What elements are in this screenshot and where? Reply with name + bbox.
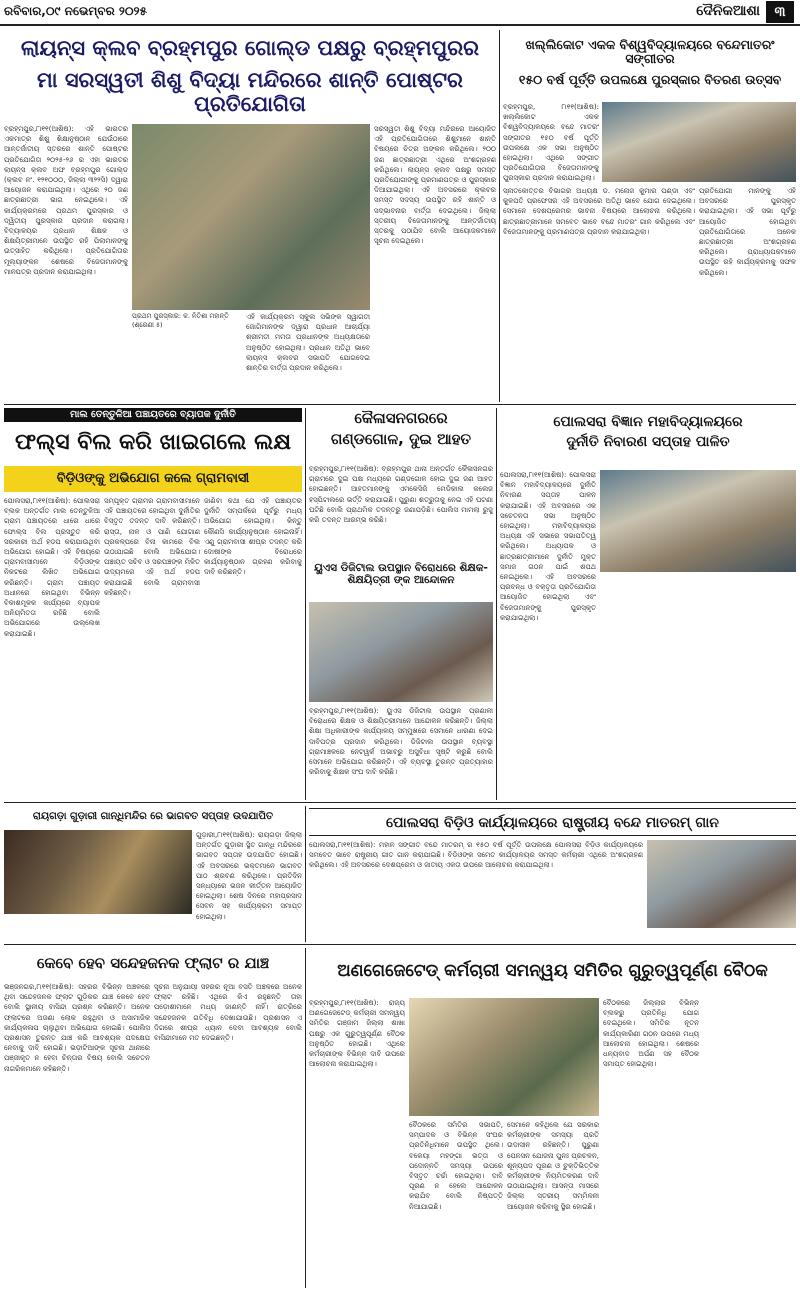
rayagada-photo bbox=[4, 830, 192, 914]
header-date: ରବିବାର,୦୯ ନଭେମ୍ବର ୨୦୨୫ bbox=[4, 4, 147, 18]
column-divider bbox=[499, 30, 500, 402]
suspicious-flat-headline: କେବେ ହେବ ସନ୍ଦେହଜନକ ଫ୍ଲାଟ ର ଯାଞ୍ଚ bbox=[36, 954, 270, 972]
polsara-bdo-body: ପୋଲସରା,୮ା୧୧(ଆଶିଷ): ମହାନ ସଙ୍ଗୀତ ବନ୍ଦେ ମାତରମ୍ ର ୧୫୦ ବର୍ଷ ପୂର୍ତ୍ତି ଉପଲକ୍ଷେ ପୋଲସରା ବିଡ଼ିଓ କାର୍ଯ୍ୟାଳୟରେ ସମବେତ ଭାବେ ରାଷ୍ଟ୍ରୀୟ ଗୀତ ଗାନ କରାଯାଇଛି। ବିଡ଼ିଓଙ୍କ ସମେତ କାର୍ଯ୍ୟାଳୟର ସମସ୍ତ କର୍ମଚାରୀ ଏଥିରେ ଅଂଶଗ୍ରହଣ କରିଥିଲେ। ଏହି ଅବସରରେ ଦେଶପ୍ରେମ ଓ ଜାତୀୟ ଏକତା ଉପରେ ଆଲୋଚନା କରାଯାଇଥିଲା। bbox=[309, 841, 643, 870]
band-mala: ମାଲ ତେନ୍ତୁଳିଆ ପଞ୍ଚାୟତରେ ବ୍ୟାପକ ଦୁର୍ନୀତି bbox=[4, 408, 302, 422]
polsara-college-body: ପୋଲସରା,୮ା୧୧(ଆଶିଷ): ପୋଲସରା ବିଜ୍ଞାନ ମହାବିଦ୍ୟାଳୟରେ ଦୁର୍ନୀତି ନିବାରଣ ସପ୍ତାହ ପାଳନ କରାଯାଇଛି। ଏହି ଅବସରରେ ଏକ ସଚେତନତା ସଭା ଅନୁଷ୍ଠିତ ହୋଇଥିଲା। ମହାବିଦ୍ୟାଳୟର ଅଧ୍ୟକ୍ଷ ଏହି ସଭାରେ ସଭାପତିତ୍ୱ କରିଥିଲେ। ଅଧ୍ୟାପକ ଓ ଛାତ୍ରଛାତ୍ରୀମାନେ ଦୁର୍ନୀତି ମୁକ୍ତ ସମାଜ ଗଠନ ପାଇଁ ଶପଥ ନେଇଥିଲେ। ଏହି ଅବସରରେ ପ୍ରବନ୍ଧ ଓ ବକ୍ତୃତା ପ୍ରତିଯୋଗିତା ଆୟୋଜିତ ହୋଇଥିଲା ଏବଂ ବିଜେତାମାନଙ୍କୁ ପୁରସ୍କୃତ କରାଯାଇଥିଲା। bbox=[500, 471, 596, 622]
story-lions-headline bbox=[4, 30, 496, 122]
lions-photo bbox=[132, 124, 370, 310]
rayagada-body-cont bbox=[4, 916, 192, 942]
column-divider bbox=[305, 408, 306, 800]
story-kailash-headline bbox=[309, 408, 493, 460]
ungazetted-body-col1: ବ୍ରହ୍ମପୁର,୮ା୧୧(ଆଶିଷ): ରାଜ୍ୟ ଅଣଗେଜେଟେଡ୍ କର୍ମଚାରୀ ସମନ୍ୱୟ ସମିତିର ଗଞ୍ଜାମ ଜିଲ୍ଲା ଶାଖା ପକ୍ଷରୁ ଏକ ଗୁରୁତ୍ୱପୂର୍ଣ୍ଣ ବୈଠକ ଅନୁଷ୍ଠିତ ହୋଇଛି। ଏଥିରେ କର୍ମଚାରୀଙ୍କ ବିଭିନ୍ନ ଦାବି ଉପରେ ଆଲୋଚନା କରାଯାଇଥିଲା। bbox=[309, 999, 405, 1069]
column-divider bbox=[305, 806, 306, 942]
section-divider bbox=[4, 944, 796, 945]
khallikot-body-intro: ବ୍ରହ୍ମପୁର, ୮ା୧୧(ଆଶିଷ): ଖଲ୍ଲିକୋଟ ଏକକ ବିଶ୍ୱବିଦ୍ୟାଳୟରେ ବନ୍ଦେ ମାତରଂ ସଙ୍ଗୀତର ୧୫୦ ବର୍ଷ ପୂର୍ତ୍ତି ଉପଲକ୍ଷେ ଏକ ସଭା ଅନୁଷ୍ଠିତ ହୋଇଥିଲା। ଏଥିରେ ସଙ୍ଗୀତ ପ୍ରତିଯୋଗିତାର ବିଜେତାମାନଙ୍କୁ ପୁରସ୍କାର ପ୍ରଦାନ କରାଯାଇଥିଲା। bbox=[503, 103, 599, 183]
polsara-bdo-headline: ପୋଲସରା ବିଡ଼ିଓ କାର୍ଯ୍ୟାଳୟରେ ରାଷ୍ଟ୍ରୀୟ ବନ୍ଦେ ମାତରମ୍ ଗାନ bbox=[309, 808, 796, 836]
suspicious-flat-body: ଭଞ୍ଜନଗର,୮ା୧୧(ଆଶିଷ): ସହରର ବିଭିନ୍ନ ଅଞ୍ଚଳରେ ଥିବା ସନ୍ଦେହଜନକ ଫ୍ଲାଟ ଗୁଡ଼ିକର ଯାଞ୍ଚ କେବେ ହେବ ବୋଲି ସ୍ଥାନୀୟ ବାସିନ୍ଦା ପ୍ରଶ୍ନ କରିଛନ୍ତି। ଅନେକ ଫ୍ଲାଟରେ ଅଜଣା ଲୋକ ରହୁଥିବା ଓ ଅସାମାଜିକ କାର୍ଯ୍ୟକଳାପ ଚାଲୁଥିବା ଅଭିଯୋଗ ହୋଇଛି। ପୋଲିସ ପ୍ରଶାସନ ତୁରନ୍ତ ଯାଞ୍ଚ କରି ଆବଶ୍ୟକ ପଦକ୍ଷେପ ନେବାକୁ ଦାବି ହୋଇଛି। ଭଡ଼ାଟିଆଙ୍କ ସୂଚନା ଥାନାରେ ପଞ୍ଜୀକୃତ ନ ହେବା ଚିନ୍ତାର ବିଷୟ ବୋଲି ସଚେତନ ନାଗରିକମାନେ କହିଛନ୍ତି। bbox=[4, 983, 150, 1073]
lions-body-col1: ବ୍ରହ୍ମପୁର,୮ା୧୧(ଆଶିଷ): ଏହି ଭାରତର ଏକମାତ୍ର ଶିଶୁ ଶିକ୍ଷାନୁଷ୍ଠାନ ଯେଉଁଠାରେ ଆନ୍ତର୍ଜାତୀୟ ସ୍ତରରେ ଶାନ୍ତି ପୋଷ୍ଟର ପ୍ରତିଯୋଗିତା ୨୦୨୫-୨୬ ର ଏହା ଭାରତର ଲାୟନ୍ସ କ୍ଲବ ଅଫ ବ୍ରହ୍ମପୁର ଗୋଲ୍ଡ (କ୍ଲବ ନଂ. ୧୨୧୦୦୦, ଜିଲ୍ଲା ୩୨୨ସି) ଦ୍ୱାରା ଆୟୋଜନ କରାଯାଇଥିଲା। ଏଥିରେ ୨୦ ଜଣ ଛାତ୍ରଛାତ୍ରୀ ଭାଗ ନେଇଥିଲେ। ଏହି କାର୍ଯ୍ୟକ୍ରମରେ ପ୍ରଥମ ପୁରସ୍କାର ଓ ଦ୍ୱିତୀୟ ପୁରସ୍କାର ପ୍ରଦାନ କରାଗଲା। ବିଦ୍ୟାଳୟର ପ୍ରଧାନ ଶିକ୍ଷକ ଓ ଶିକ୍ଷୟିତ୍ରୀମାନେ ଉପସ୍ଥିତ ରହି ପିଲାମାନଙ୍କୁ ଉତ୍ସାହିତ କରିଥିଲେ। ପ୍ରତିଯୋଗିତାର ମୂଲ୍ୟାଙ୍କନ ଶେଷରେ ବିଜେତାମାନଙ୍କୁ ମାନପତ୍ର ପ୍ରଦାନ କରାଯାଇଥିଲା। bbox=[4, 125, 128, 276]
ups-headline: ୟୁଏସ ଡିଜିଟାଲ ଉପସ୍ଥାନ ବିରୋଧରେ ଶିକ୍ଷକ-ଶିକ୍ଷୟିତ୍ରୀ ଙ୍କ ଆନ୍ଦୋଳନ bbox=[314, 562, 488, 587]
fake-bill-body-col2: ସମ୍ପୃକ୍ତ ଗ୍ରାମର ଗ୍ରାମବାସୀମାନେ ଏହି ପଞ୍ଚାୟତରେ ହୋଇଥିବା ଦୁର୍ନୀତିର ବିସ୍ତୃତ ତଦନ୍ତ ଦାବି କରିଛନ୍ତି। ରାସ୍ତା, ନାଳ ଓ ପାଣି ଯୋଗାଣ ପ୍ରକଳ୍ପରେ ବିନା କାମରେ ବିଲ ଉଠାଯାଇଛି ବୋଲି ଅଭିଯୋଗ। ପଞ୍ଚାୟତ ସଚିବ ଓ ସରପଞ୍ଚଙ୍କ ମିଳିତ ଉଦ୍ୟମରେ ଏହି ଅର୍ଥ ହଡପ କରାଯାଇଛି ବୋଲି ଗ୍ରାମବାସୀ କହିଛନ୍ତି। bbox=[104, 497, 200, 597]
lions-headline-line1: ଲାୟନ୍ସ କ୍ଲବ ବ୍ରହ୍ମପୁର ଗୋଲ୍ଡ ପକ୍ଷରୁ ବ୍ରହ୍ମପୁରର bbox=[20, 36, 480, 60]
lions-body-col2b bbox=[132, 336, 242, 402]
ups-photo bbox=[309, 602, 493, 702]
khallikot-headline-line2: ୧୫୦ ବର୍ଷ ପୂର୍ତ୍ତି ଉପଲକ୍ଷେ ପୁରସ୍କାର ବିତରଣ ଉତ୍ସବ bbox=[518, 71, 782, 87]
kailash-headline-line1: କୈଳାସନଗରରେ bbox=[354, 409, 448, 427]
story-polsara-college-headline bbox=[500, 408, 796, 468]
polsara-college-headline-line2: ଦୁର୍ନୀତି ନିବାରଣ ସପ୍ତାହ ପାଳିତ bbox=[566, 434, 730, 451]
khallikot-body-col2: ପ୍ରତିଯୋଗୀ ମାନଙ୍କୁ ଏହି ଅବସରରେ ପୁରସ୍କୃତ କରାଯାଇଥିଲା। ଏହି ସଭା ପୂର୍ବରୁ ଆୟୋଜିତ ହୋଇଥିବା ପ୍ରତିଯୋଗିତାରେ ଅନେକ ଛାତ୍ରଛାତ୍ରୀ ଅଂଶଗ୍ରହଣ କରିଥିଲେ। ପ୍ରାଧ୍ୟାପକମାନେ ଉପସ୍ଥିତ ରହି କାର୍ଯ୍ୟକ୍ରମକୁ ସଫଳ କରିଥିଲେ। bbox=[699, 187, 796, 277]
lions-headline-line2: ମା ସରସ୍ୱତୀ ଶିଶୁ ବିଦ୍ୟା ମନ୍ଦିରରେ ଶାନ୍ତି ପୋଷ୍ଟର ପ୍ରତିଯୋଗିତା bbox=[37, 68, 463, 117]
rayagada-body: ଗୁଡ଼ାରୀ,୮ା୧୧(ଆଶିଷ): ରାୟଗଡ଼ା ଜିଲ୍ଲା ଅନ୍ତର୍ଗତ ଗୁଡ଼ାରୀ ସ୍ଥିତ ଗାନ୍ଧି ମନ୍ଦିରରେ ଭାଗବତ ସପ୍ତାହ ଉଦଯାପିତ ହୋଇଛି। ଏହି ଅବସରରେ ଭକ୍ତମାନେ ଭାଗବତ ପାଠ ଶ୍ରବଣ କରିଥିଲେ। ପ୍ରତିଦିନ ସନ୍ଧ୍ୟାରେ ଭଜନ କୀର୍ତ୍ତନ ଆୟୋଜିତ ହୋଇଥିଲା। ଶେଷ ଦିନରେ ମହାପ୍ରସାଦ ସେବନ ସହ କାର୍ଯ୍ୟକ୍ରମ ସମାପ୍ତ ହୋଇଥିଲା। bbox=[196, 831, 302, 921]
polsara-college-body-col2 bbox=[600, 576, 796, 800]
lions-body-col3: ସରସ୍ୱତୀ ଶିଶୁ ବିଦ୍ୟା ମନ୍ଦିରରେ ଆୟୋଜିତ ଏହି ପ୍ରତିଯୋଗିତାରେ ଶିଶୁମାନେ ଶାନ୍ତି ବିଷୟରେ ଚିତ୍ର ଅଙ୍କନ କରିଥିଲେ। ୨୦୦ ଜଣ ଛାତ୍ରଛାତ୍ରୀ ଏଥିରେ ଅଂଶଗ୍ରହଣ କରିଥିଲେ। ଲାୟନ୍ସ କ୍ଲବ ପକ୍ଷରୁ ସମସ୍ତ ପ୍ରତିଯୋଗୀଙ୍କୁ ପ୍ରମାଣପତ୍ର ଓ ପୁରସ୍କାର ଦିଆଯାଇଥିଲା। ଏହି ଅବସରରେ କ୍ଲବର ସମସ୍ତ ସଦସ୍ୟ ଉପସ୍ଥିତ ରହି ଶାନ୍ତି ଓ ସଦ୍ଭାବନାର ବାର୍ତ୍ତା ଦେଇଥିଲେ। ଜିଲ୍ଲା ସ୍ତରୀୟ ବିଜେତାମାନଙ୍କୁ ଆନ୍ତର୍ଜାତୀୟ ସ୍ତରକୁ ପଠାଯିବ ବୋଲି ଆୟୋଜକମାନେ ସୂଚନା ଦେଇଥିଲେ। bbox=[374, 125, 496, 246]
column-divider bbox=[496, 408, 497, 800]
section-divider bbox=[4, 802, 796, 803]
polsara-college-photo bbox=[600, 470, 796, 572]
ungazetted-body-col3: ସେମାନେ କହିଥିଲେ ଯେ ସରକାର କର୍ମଚାରୀଙ୍କ ସମସ୍ୟା ପ୍ରତି ଉଦାସୀନ ରହିଛନ୍ତି। ପୁରୁଣା ପେନସନ ଯୋଜନା ପୁନଃ ପ୍ରଚଳନ, ଶୂନ୍ୟପଦ ପୂରଣ ଓ ଚୁକ୍ତିଭିତ୍ତିକ କର୍ମଚାରୀଙ୍କ ନିୟମିତକରଣ ଦାବି ଉଠାଯାଇଥିଲା। ଆସନ୍ତା ମାସରେ ଜିଲ୍ଲା ସ୍ତରୀୟ ସମ୍ମିଳନୀ ଆୟୋଜନ କରିବାକୁ ସ୍ଥିର ହୋଇଛି। bbox=[507, 1121, 599, 1211]
page-number: ୩ bbox=[766, 1, 794, 23]
khallikot-body-col1: ସ୍ନାତକୋତ୍ତର ବିଭାଗର ଅଧ୍ୟକ୍ଷ ଡ. ମନୋଜ କୁମାର ପଣ୍ଡା ଏବଂ କୁଳପତି ପ୍ରଫେସର ଏହି ଅବସରରେ ଅତିଥି ଭାବେ ଯୋଗ ଦେଇଥିଲେ। ସେମାନେ ଦେଶପ୍ରେମର ଭାବନା ବିଷୟରେ ଆଲୋଚନା କରିଥିଲେ। ଛାତ୍ରଛାତ୍ରୀମାନେ ସମବେତ ଭାବେ ବନ୍ଦେ ମାତରଂ ଗାନ କରିଥିଲେ ଏବଂ ବିଜେତାମାନଙ୍କୁ ପ୍ରମାଣପତ୍ର ପ୍ରଦାନ କରାଯାଇଥିଲା। bbox=[503, 187, 695, 236]
fake-bill-body-col3: ଜାଣିବା କଥା ଯେ ଏହି ପଞ୍ଚାୟତର ଦୁର୍ନୀତି ସମ୍ପର୍କରେ ପୂର୍ବରୁ ମଧ୍ୟ ଅଭିଯୋଗ ହୋଇଥିଲା। କିନ୍ତୁ କୌଣସି କାର୍ଯ୍ୟାନୁଷ୍ଠାନ ହୋଇନାହିଁ। ଏଣୁ ଗ୍ରାମବାସୀ ଶୀଘ୍ର ତଦନ୍ତ କରି ଦୋଷୀଙ୍କ ବିରୋଧରେ କାର୍ଯ୍ୟାନୁଷ୍ଠାନ ଗ୍ରହଣ କରିବାକୁ ଦାବି କରିଛନ୍ତି। bbox=[204, 497, 302, 577]
polsara-bdo-photo bbox=[647, 840, 796, 928]
fake-bill-subhead: ବିଡ଼ିଓଙ୍କୁ ଅଭିଯୋଗ କଲେ ଗ୍ରାମବାସୀ bbox=[4, 466, 302, 492]
kailash-body: ବ୍ରହ୍ମପୁର,୮ା୧୧(ଆଶିଷ): ବ୍ରହ୍ମପୁର ଥାନା ଅନ୍ତର୍ଗତ କୈଳାସନଗର ଗ୍ରାମରେ ଦୁଇ ପକ୍ଷ ମଧ୍ୟରେ ଗଣ୍ଡଗୋଳ ହୋଇ ଦୁଇ ଜଣ ଆହତ ହୋଇଛନ୍ତି। ଆହତମାନଙ୍କୁ ଏମକେସିଜି ମେଡିକାଲ କଲେଜ ହସ୍ପିଟାଲରେ ଭର୍ତ୍ତି କରାଯାଇଛି। ପୁରୁଣା ଶତ୍ରୁତାକୁ ନେଇ ଏହି ଘଟଣା ଘଟିଛି ବୋଲି ପ୍ରାଥମିକ ତଦନ୍ତରୁ ଜଣାପଡ଼ିଛି। ପୋଲିସ ମାମଲା ରୁଜୁ କରି ତଦନ୍ତ ଆରମ୍ଭ କରିଛି। bbox=[309, 465, 493, 525]
page-header bbox=[0, 0, 800, 26]
fake-bill-headline: ଫଲ୍ସ ବିଲ କରି ଖାଇଗଲେ ଲକ୍ଷ bbox=[14, 430, 292, 455]
lions-body-col2: ଏହି କାର୍ଯ୍ୟକ୍ରମ ସ୍କୁଲ ସଭିଙ୍କ ସ୍ୱାଗତୀ ଜୋଗିମାନଙ୍କ ଦ୍ୱାରା ପ୍ରଧାନ ଆଚାର୍ଯ୍ୟା ଶ୍ରୀମତୀ ମମତା ପ୍ରଧାନଙ୍କ ଅଧ୍ୟକ୍ଷତାରେ ଅନୁଷ୍ଠିତ ହୋଇଥିଲା। ପ୍ରଧାନ ଅତିଥି ଭାବେ ଲାୟନ୍ସ କ୍ଲବର ସଭାପତି ଯୋଗଦେଇ ଶାନ୍ତିର ବାର୍ତ୍ତା ପ୍ରଦାନ କରିଥିଲେ। bbox=[246, 313, 370, 373]
ups-body: ବ୍ରହ୍ମପୁର,୮ା୧୧(ଆଶିଷ): ୟୁଏସ ଡିଜିଟାଲ ଉପସ୍ଥାନ ପ୍ରଣାଳୀ ବିରୋଧରେ ଶିକ୍ଷକ ଓ ଶିକ୍ଷୟିତ୍ରୀମାନେ ଆନ୍ଦୋଳନ କରିଛନ୍ତି। ଜିଲ୍ଲା ଶିକ୍ଷା ଅଧିକାରୀଙ୍କ କାର୍ଯ୍ୟାଳୟ ସମ୍ମୁଖରେ ସେମାନେ ଧାରଣା ଦେଇ ଦାବିପତ୍ର ପ୍ରଦାନ କରିଥିଲେ। ଡିଜିଟାଲ ଉପସ୍ଥାନ ବ୍ୟବସ୍ଥା ଗ୍ରାମାଞ୍ଚଳରେ ନେଟୱର୍କ ଅଭାବରୁ ଅସୁବିଧା ସୃଷ୍ଟି କରୁଛି ବୋଲି ସେମାନେ ଅଭିଯୋଗ କରିଛନ୍ତି। ଏହି ବ୍ୟବସ୍ଥା ତୁରନ୍ତ ପ୍ରତ୍ୟାହାର କରିବାକୁ ଶିକ୍ଷକ ସଂଘ ଦାବି କରିଛି। bbox=[309, 707, 493, 777]
ungazetted-body-col2: ବୈଠକରେ ସମିତିର ସଭାପତି, ସମ୍ପାଦକ ଓ ବିଭିନ୍ନ ସଂଘର ପ୍ରତିନିଧିମାନେ ଉପସ୍ଥିତ ଥିଲେ। ବକେୟା ମହଙ୍ଗା ଭତ୍ତା ଓ ପଦୋନ୍ନତି ସମସ୍ୟା ଉପରେ ବିସ୍ତୃତ ଚର୍ଚ୍ଚା ହୋଇଥିଲା। ଦାବି ପୂରଣ ନ ହେଲେ ଆନ୍ଦୋଳନ କରାଯିବ ବୋଲି ନିଷ୍ପତ୍ତି ନିଆଯାଇଛି। bbox=[409, 1121, 503, 1211]
khallikot-headline-line1: ଖଲ୍ଲିକୋଟ ଏକକ ବିଶ୍ୱବିଦ୍ୟାଳୟରେ ବନ୍ଦେମାତରଂ ସଙ୍ଗୀତର bbox=[525, 37, 775, 67]
ungazetted-body-col5 bbox=[703, 998, 796, 1288]
column-divider bbox=[305, 948, 306, 1288]
story-khallikot-headline bbox=[503, 30, 797, 98]
paper-name: ଦୈନିକଆଶା bbox=[696, 3, 760, 19]
rayagada-headline: ରାୟଗଡ଼ା ଗୁଡ଼ାରୀ ଗାନ୍ଧିମନ୍ଦିର ରେ ଭାଗବତ ସପ୍ତାହ ଉଦଯାପିତ bbox=[32, 811, 274, 822]
suspicious-flat-body-col2: ସୂଚନା ଅନୁଯାୟୀ ସହରର ନୂଆ ବସତି ଅଞ୍ଚଳରେ ଅନେକ ଫ୍ଲାଟ ରହିଛି। ଏଥିରେ କିଏ ରହୁଛନ୍ତି ତାହା ପଡ଼ୋଶୀମାନେ ମଧ୍ୟ ଜାଣନ୍ତି ନାହିଁ। ରାତ୍ରିରେ ସନ୍ଦେହଜନକ ଗତିବିଧି ଦେଖାଯାଉଛି। ପ୍ରଶାସନ ଏ ଦିଗରେ ଶୀଘ୍ର ଧ୍ୟାନ ଦେବା ଆବଶ୍ୟକ ବୋଲି ବାସିନ୍ଦାମାନେ ମତ ଦେଇଛନ୍ତି। bbox=[154, 983, 302, 1043]
section-divider bbox=[4, 404, 796, 405]
ungazetted-body-col4: ବୈଠକରେ ଜିଲ୍ଲାର ବିଭିନ୍ନ ବ୍ଲକରୁ ପ୍ରତିନିଧି ଯୋଗ ଦେଇଥିଲେ। ସମିତିର ନୂତନ କାର୍ଯ୍ୟକାରିଣୀ ଗଠନ ଉପରେ ମଧ୍ୟ ଆଲୋଚନା ହୋଇଥିଲା। ଶେଷରେ ଧନ୍ୟବାଦ ଅର୍ପଣ ସହ ବୈଠକ ସମାପ୍ତ ହୋଇଥିଲା। bbox=[603, 999, 699, 1069]
lions-photo-caption: ପ୍ରଥମ ପୁରସ୍କାର: କ. ନିତିଶା ମହାନ୍ତି (ଶ୍ରେଣୀ ୫) bbox=[132, 312, 229, 329]
fake-bill-body-col1: ପୋଲସରା,୮ା୧୧(ଆଶିଷ): ପୋଲସରା ବ୍ଲକ ଅନ୍ତର୍ଗତ ମାଲ ତେନ୍ତୁଳିଆ ଗ୍ରାମ ପଞ୍ଚାୟତରେ ଧାରେ ଧାରେ ଫୋଲ୍ସ ବିଲ ପ୍ରସ୍ତୁତ କରି ସରକାରୀ ଅର୍ଥ ହଡପ କରାଯାଉଥିବା ଅଭିଯୋଗ ହୋଇଛି। ଏହି ବିଷୟରେ ଗ୍ରାମବାସୀମାନେ ବିଡ଼ିଓଙ୍କ ନିକଟରେ ଲିଖିତ ଅଭିଯୋଗ କରିଛନ୍ତି। ଗ୍ରାମ ପଞ୍ଚାୟତ ଅଧୀନରେ ହୋଇଥିବା ବିଭିନ୍ନ ବିକାଶମୂଳକ କାର୍ଯ୍ୟରେ ବ୍ୟାପକ ଅନିୟମିତତା ରହିଛି ବୋଲି ଅଭିଯୋଗରେ ଉଲ୍ଲେଖ କରାଯାଇଛି। bbox=[4, 497, 100, 638]
ungazetted-headline: ଅଣଗେଜେଟେଡ୍ କର୍ମଚାରୀ ସମନ୍ୱୟ ସମିତିର ଗୁରୁତ୍ୱପୂର୍ଣ୍ଣ ବୈଠକ bbox=[337, 961, 768, 981]
ungazetted-photo bbox=[409, 998, 599, 1116]
kailash-headline-line2: ଗଣ୍ଡଗୋଳ, ଦୁଇ ଆହତ bbox=[330, 430, 472, 449]
polsara-college-headline-line1: ପୋଲସରା ବିଜ୍ଞାନ ମହାବିଦ୍ୟାଳୟରେ bbox=[553, 414, 743, 430]
khallikot-photo bbox=[602, 102, 796, 182]
